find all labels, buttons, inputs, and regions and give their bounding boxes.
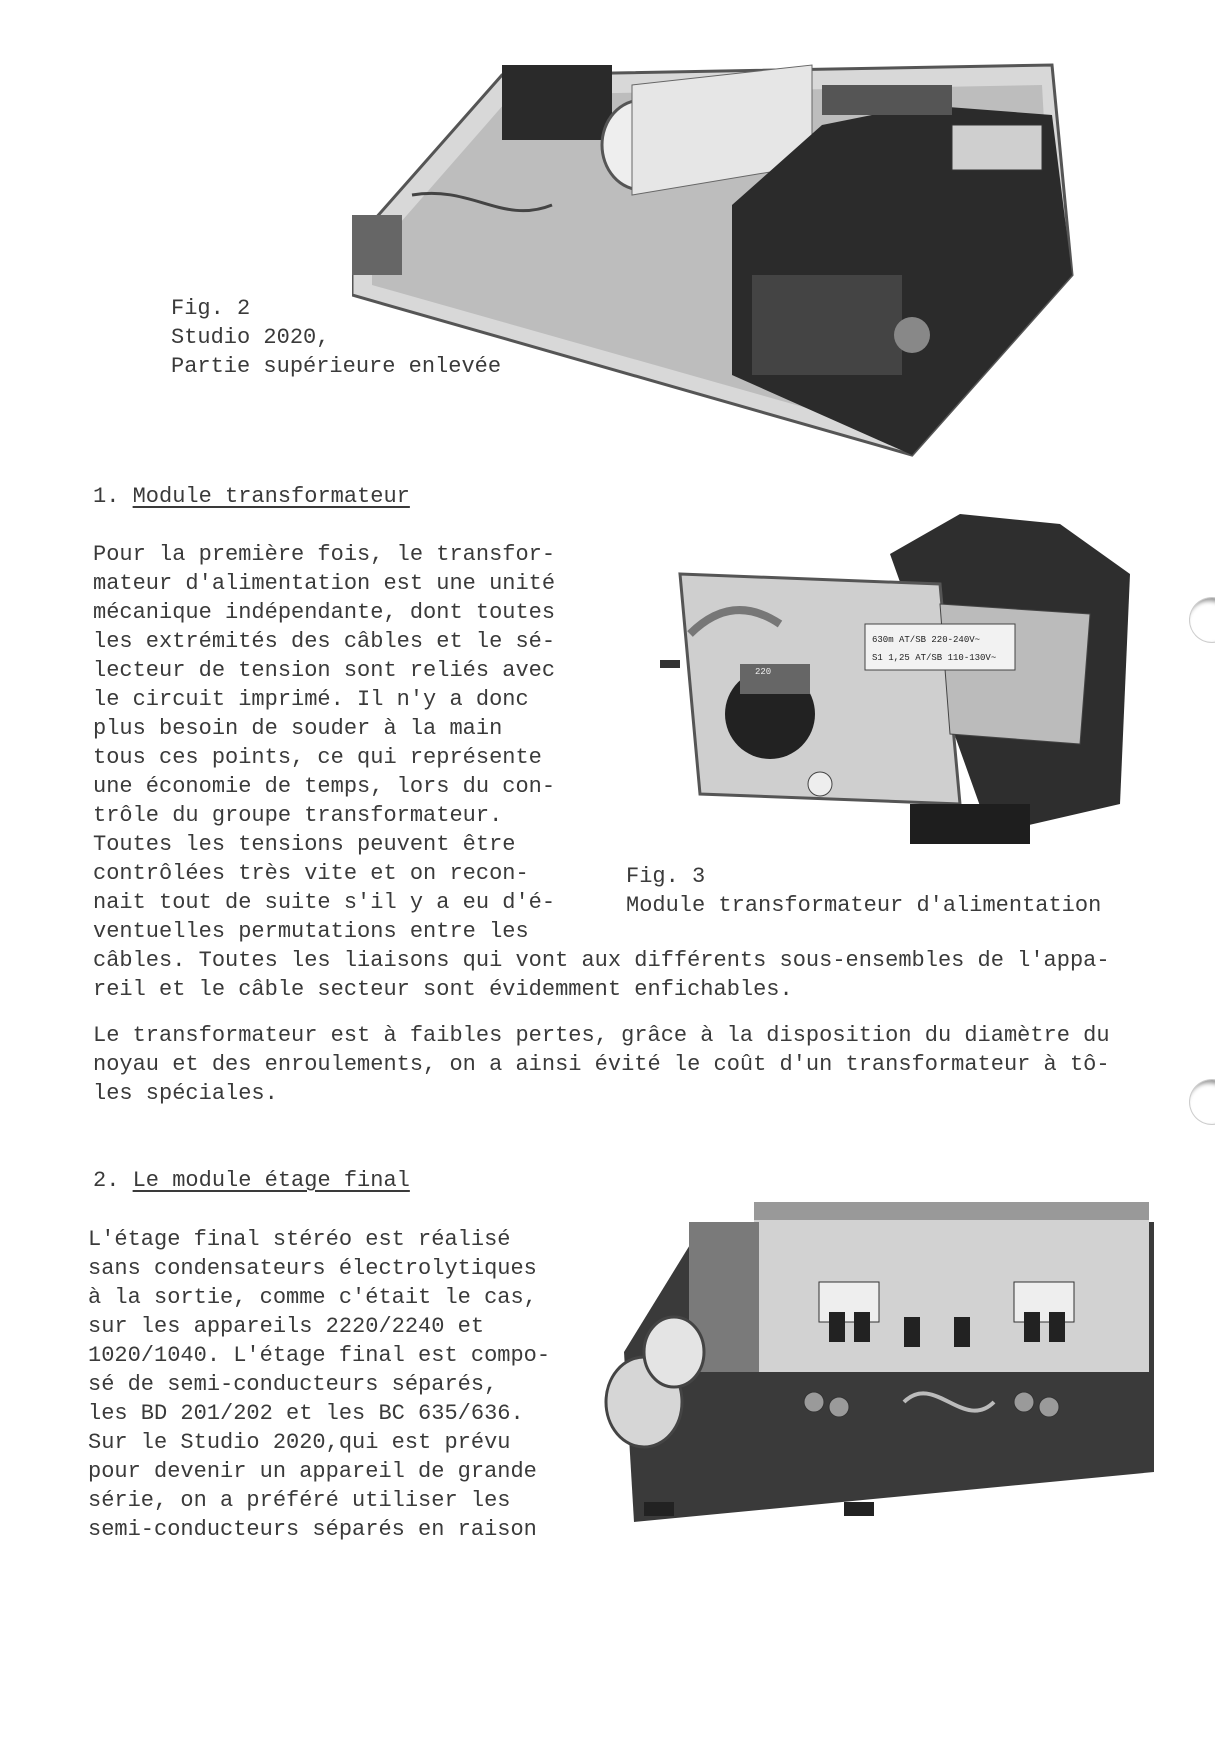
punch-hole bbox=[1190, 598, 1215, 642]
text-line: Le transformateur est à faibles pertes, grâce à la disposition du diamètre du bbox=[93, 1023, 1110, 1048]
section2-paragraph bbox=[88, 1225, 550, 1544]
section2-title: Le module étage final bbox=[132, 1168, 410, 1193]
section2-number: 2. bbox=[93, 1168, 133, 1193]
section2-heading bbox=[93, 1166, 410, 1195]
text-line: une économie de temps, lors du con- bbox=[93, 774, 556, 799]
fig2-caption-line: Partie supérieure enlevée bbox=[171, 354, 502, 379]
fig3-caption-line: Module transformateur d'alimentation bbox=[626, 893, 1102, 918]
text-line: série, on a préféré utiliser les bbox=[88, 1488, 511, 1513]
fig2-caption bbox=[171, 294, 501, 381]
text-line: lecteur de tension sont reliés avec bbox=[93, 658, 556, 683]
text-line: nait tout de suite s'il y a eu d'é- bbox=[93, 890, 556, 915]
text-line: les BD 201/202 et les BC 635/636. bbox=[88, 1401, 524, 1426]
fig3-photo-transformer-module bbox=[660, 514, 1170, 854]
fig3-caption bbox=[626, 862, 1101, 920]
text-line: Sur le Studio 2020,qui est prévu bbox=[88, 1430, 511, 1455]
text-line: Pour la première fois, le transfor- bbox=[93, 542, 556, 567]
text-line: Toutes les tensions peuvent être bbox=[93, 832, 516, 857]
section1-paragraph-2 bbox=[93, 1021, 1110, 1108]
punch-hole bbox=[1190, 1080, 1215, 1124]
text-line: le circuit imprimé. Il n'y a donc bbox=[93, 687, 529, 712]
text-line: câbles. Toutes les liaisons qui vont aux différents sous-ensembles de l'appa- bbox=[93, 948, 1110, 973]
text-line: L'étage final stéréo est réalisé bbox=[88, 1227, 511, 1252]
text-line: tous ces points, ce qui représente bbox=[93, 745, 542, 770]
fig3-caption-line: Fig. 3 bbox=[626, 864, 706, 889]
text-line: mateur d'alimentation est une unité bbox=[93, 571, 556, 596]
fig2-caption-line: Fig. 2 bbox=[171, 296, 251, 321]
fig4-photo-final-stage-module bbox=[604, 1202, 1156, 1537]
fig3-label-line: 630m AT/SB 220-240V~ bbox=[872, 635, 981, 645]
text-line: sé de semi-conducteurs séparés, bbox=[88, 1372, 498, 1397]
text-line: 1020/1040. L'étage final est compo- bbox=[88, 1343, 551, 1368]
text-line: mécanique indépendante, dont toutes bbox=[93, 600, 556, 625]
text-line: à la sortie, comme c'était le cas, bbox=[88, 1285, 537, 1310]
text-line: reil et le câble secteur sont évidemment enfichables. bbox=[93, 977, 793, 1002]
section1-number: 1. bbox=[93, 484, 133, 509]
fig2-photo-studio-2020-chassis bbox=[352, 45, 1082, 460]
text-line: trôle du groupe transformateur. bbox=[93, 803, 503, 828]
text-line: noyau et des enroulements, on a ainsi évité le coût d'un transformateur à tô- bbox=[93, 1052, 1110, 1077]
text-line: sur les appareils 2220/2240 et bbox=[88, 1314, 485, 1339]
text-line: les extrémités des câbles et le sé- bbox=[93, 629, 556, 654]
fig2-caption-line: Studio 2020, bbox=[171, 325, 330, 350]
text-line: sans condensateurs électrolytiques bbox=[88, 1256, 537, 1281]
text-line: ventuelles permutations entre les bbox=[93, 919, 529, 944]
fig3-dial-label: 220 bbox=[755, 667, 772, 677]
fig3-label-line: S1 1,25 AT/SB 110-130V~ bbox=[872, 653, 997, 663]
text-line: pour devenir un appareil de grande bbox=[88, 1459, 537, 1484]
text-line: les spéciales. bbox=[93, 1081, 278, 1106]
text-line: semi-conducteurs séparés en raison bbox=[88, 1517, 537, 1542]
section1-heading bbox=[93, 482, 410, 511]
text-line: contrôlées très vite et on recon- bbox=[93, 861, 529, 886]
section1-title: Module transformateur bbox=[132, 484, 410, 509]
text-line: plus besoin de souder à la main bbox=[93, 716, 503, 741]
